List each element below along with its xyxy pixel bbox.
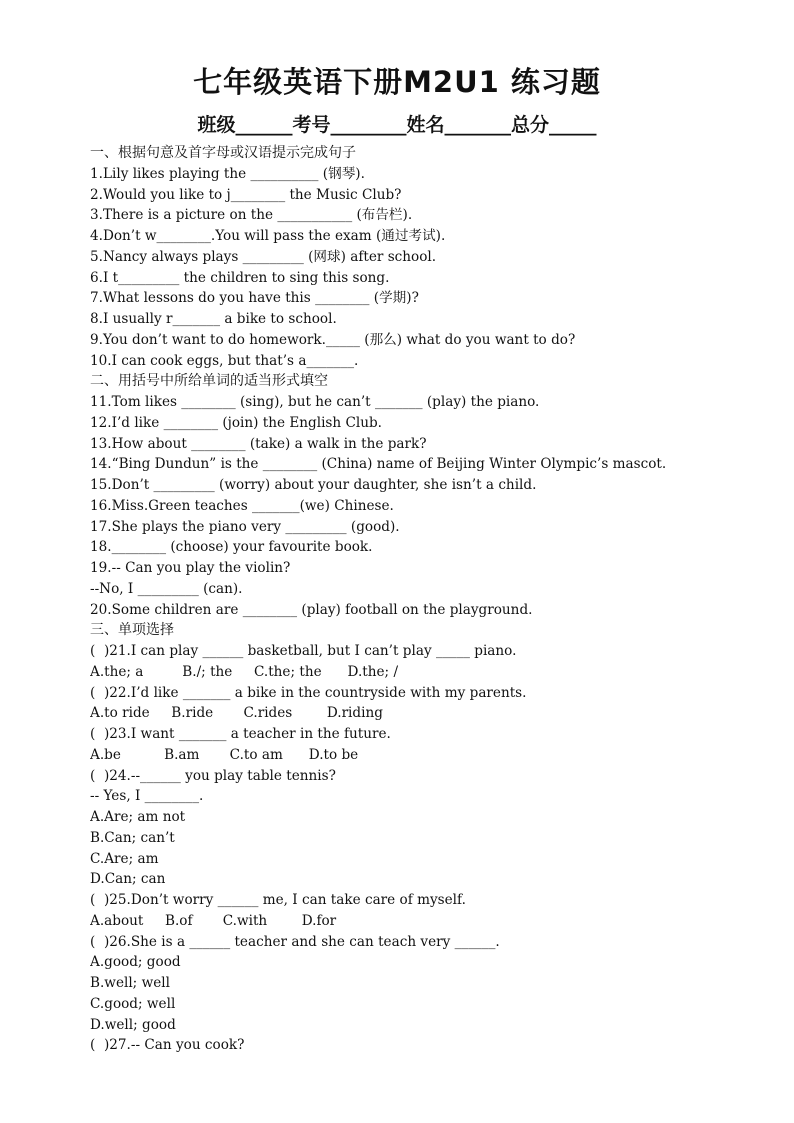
exercise-line: 17.She plays the piano very _________ (good). xyxy=(90,518,400,535)
page-title: 七年级英语下册M2U1 练习题 xyxy=(193,65,601,99)
exercise-line: B.Can; can’t xyxy=(90,829,175,846)
exercise-line: B.well; well xyxy=(90,975,170,991)
exercise-line: C.Are; am xyxy=(90,850,159,867)
exercise-line: 11.Tom likes ________ (sing), but he can’t _______ (play) the piano. xyxy=(90,394,540,410)
section-heading: 一、根据句意及首字母或汉语提示完成句子 xyxy=(90,145,356,161)
section-heading: 二、用括号中所给单词的适当形式填空 xyxy=(90,373,328,390)
exercise-line: 19.-- Can you play the violin? xyxy=(90,560,291,576)
exercise-line: A.to ride B.ride C.rides D.riding xyxy=(90,705,383,722)
exercise-line: 4.Don’t w________.You will pass the exam (通过考试). xyxy=(90,228,446,244)
exercise-line: 8.I usually r_______ a bike to school. xyxy=(90,311,337,327)
exercise-line: 18.________ (choose) your favourite book. xyxy=(90,539,373,556)
exercise-line: 14.“Bing Dundun” is the ________ (China) name of Beijing Winter Olympic’s mascot. xyxy=(90,456,667,473)
exercise-line: 2.Would you like to j________ the Music Club? xyxy=(90,186,402,203)
exercise-line: A.about B.of C.with D.for xyxy=(90,912,337,929)
section-heading: 三、单项选择 xyxy=(90,622,174,639)
exercise-line: 6.I t_________ the children to sing this song. xyxy=(90,269,390,286)
exercise-line: 1.Lily likes playing the __________ (钢琴). xyxy=(90,165,365,182)
exercise-line: D.Can; can xyxy=(90,871,166,888)
exercise-line: 15.Don’t _________ (worry) about your daughter, she isn’t a child. xyxy=(90,477,537,493)
student-info-line: 班级______考号________姓名_______总分_____ xyxy=(197,114,597,136)
exercise-line: C.good; well xyxy=(90,995,176,1012)
exercise-line: ( )23.I want _______ a teacher in the future. xyxy=(90,726,391,742)
exercise-line: ( )27.-- Can you cook? xyxy=(90,1037,245,1054)
exercise-line: 5.Nancy always plays _________ (网球) after school. xyxy=(90,248,437,265)
exercise-line: ( )24.--______ you play table tennis? xyxy=(90,767,336,784)
exercise-line: A.good; good xyxy=(90,954,181,971)
exercise-line: 3.There is a picture on the ___________ (布告栏). xyxy=(90,207,413,224)
exercise-line: 12.I’d like ________ (join) the English Club. xyxy=(90,414,382,431)
exercise-line: ( )25.Don’t worry ______ me, I can take care of myself. xyxy=(90,892,466,908)
exercise-line: A.Are; am not xyxy=(90,809,186,825)
exercise-line: -- Yes, I ________. xyxy=(90,788,204,805)
exercise-line: ( )22.I’d like _______ a bike in the countryside with my parents. xyxy=(90,684,527,701)
exercise-line: ( )21.I can play ______ basketball, but I can’t play _____ piano. xyxy=(90,643,517,659)
exercise-line: 16.Miss.Green teaches _______(we) Chinese. xyxy=(90,497,394,514)
exercise-line: 10.I can cook eggs, but that’s a_______. xyxy=(90,352,359,369)
exercise-line: A.be B.am C.to am D.to be xyxy=(90,746,359,763)
exercise-line: ( )26.She is a ______ teacher and she can teach very ______. xyxy=(90,933,500,950)
exercise-line: 9.You don’t want to do homework._____ (那么) what do you want to do? xyxy=(90,331,576,348)
exercise-list xyxy=(90,143,780,1056)
exercise-line: D.well; good xyxy=(90,1016,176,1033)
exercise-line: 13.How about ________ (take) a walk in the park? xyxy=(90,435,427,452)
exercise-line: 20.Some children are ________ (play) football on the playground. xyxy=(90,601,533,618)
exercise-line: --No, I _________ (can). xyxy=(90,580,243,597)
exercise-line: A.the; a B./; the C.the; the D.the; / xyxy=(90,663,399,680)
exercise-line: 7.What lessons do you have this ________ (学期)? xyxy=(90,290,419,307)
